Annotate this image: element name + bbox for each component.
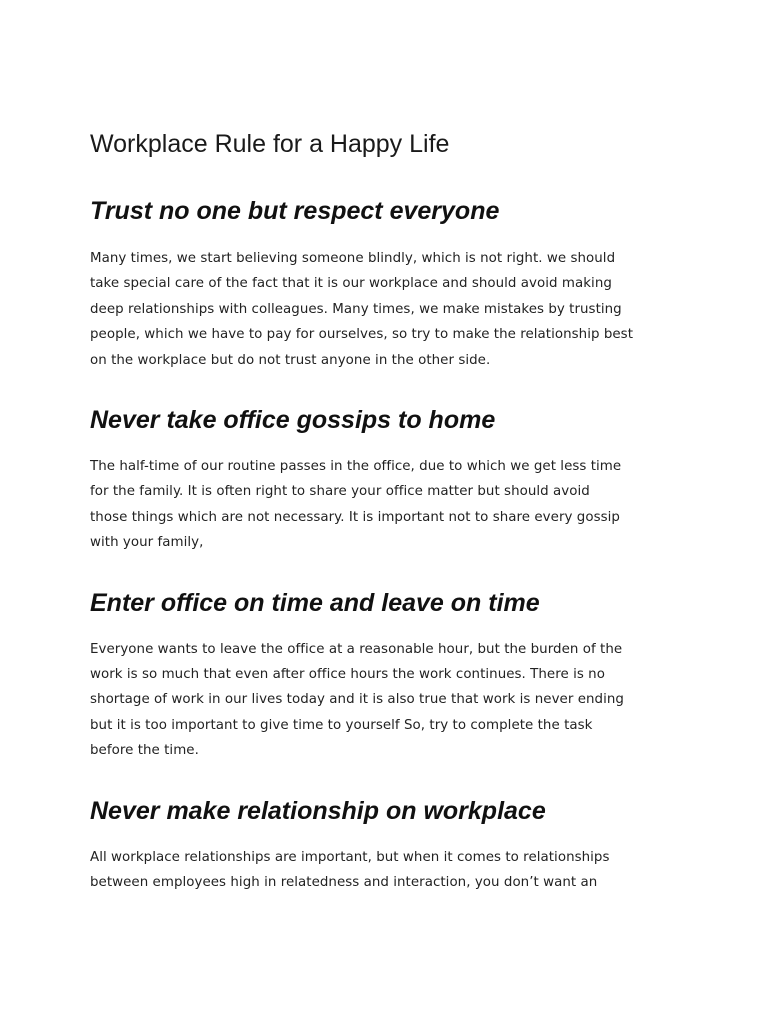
paragraph-line: but it is too important to give time to yourself So, try to complete the task	[90, 717, 593, 733]
section-paragraph	[90, 454, 690, 556]
section-trust	[90, 193, 690, 373]
paragraph-line: people, which we have to pay for ourselves, so try to make the relationship best	[90, 327, 633, 343]
paragraph-line: take special care of the fact that it is our workplace and should avoid making	[90, 276, 612, 292]
section-heading: Never make relationship on workplace	[90, 796, 546, 825]
document-page	[90, 126, 690, 896]
paragraph-line: Everyone wants to leave the office at a reasonable hour, but the burden of the	[90, 641, 623, 657]
paragraph-line: before the time.	[90, 743, 199, 759]
paragraph-line: on the workplace but do not trust anyone in the other side.	[90, 352, 491, 368]
section-heading: Trust no one but respect everyone	[90, 197, 500, 225]
section-heading: Enter office on time and leave on time	[90, 588, 540, 617]
section-heading: Never take office gossips to home	[90, 406, 496, 435]
paragraph-line: with your family,	[90, 535, 204, 551]
paragraph-line: Many times, we start believing someone blindly, which is not right. we should	[90, 251, 616, 266]
paragraph-line: those things which are not necessary. It is important not to share every gossip	[90, 509, 620, 525]
section-gossips	[90, 402, 690, 556]
paragraph-line: The half-time of our routine passes in the office, due to which we get less time	[90, 459, 622, 475]
paragraph-line: work is so much that even after office hours the work continues. There is no	[90, 667, 605, 683]
paragraph-line: for the family. It is often right to share your office matter but should avoid	[90, 484, 590, 500]
document-title: Workplace Rule for a Happy Life	[90, 130, 450, 158]
paragraph-line: All workplace relationships are important, but when it comes to relationships	[90, 849, 610, 865]
section-paragraph	[90, 246, 690, 373]
section-relationship	[90, 793, 690, 896]
section-on-time	[90, 585, 690, 764]
section-paragraph	[90, 845, 690, 896]
section-paragraph	[90, 637, 690, 764]
paragraph-line: shortage of work in our lives today and it is also true that work is never ending	[90, 692, 624, 708]
paragraph-line: deep relationships with colleagues. Many times, we make mistakes by trusting	[90, 301, 622, 317]
paragraph-line: between employees high in relatedness and interaction, you don’t want an	[90, 875, 598, 891]
